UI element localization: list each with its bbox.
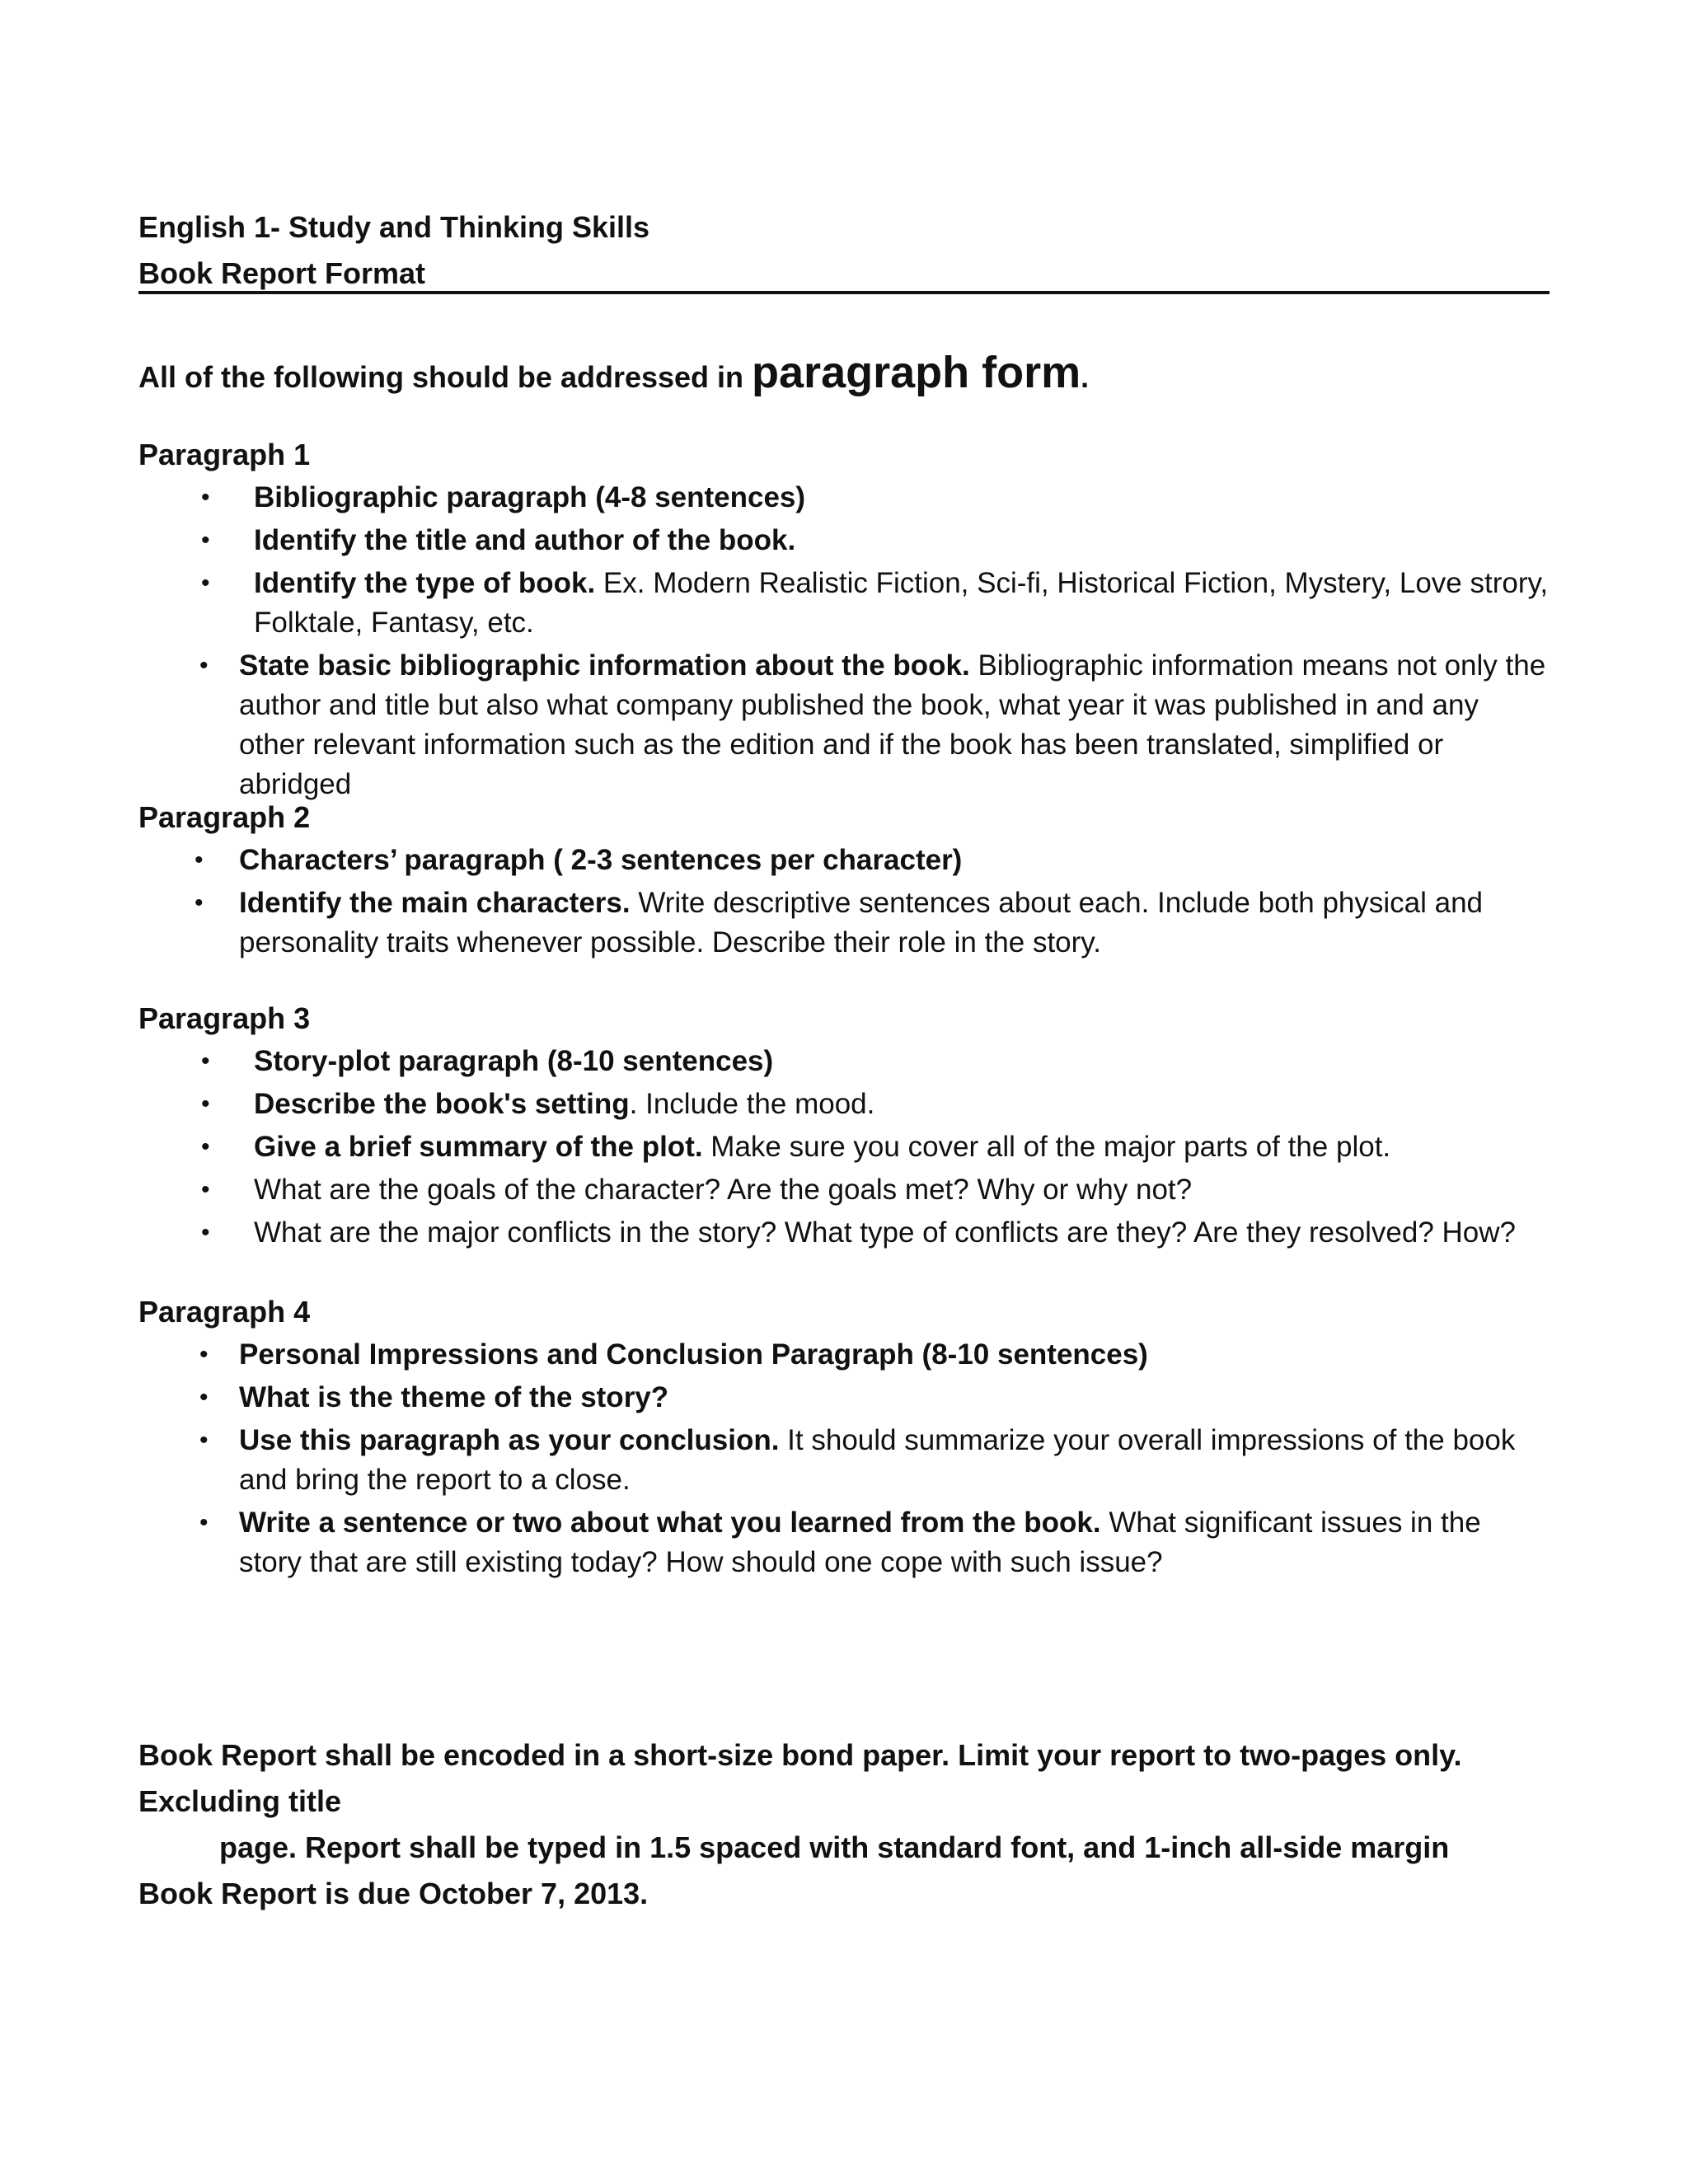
report-requirements-line-1: Book Report shall be encoded in a short-size bond paper. Limit your report to two-pages only. Excluding title — [138, 1738, 1462, 1818]
item-text: . Include the mood. — [629, 1088, 875, 1120]
list-item — [138, 1421, 1550, 1500]
header-divider — [138, 291, 1550, 294]
section-list — [138, 841, 1550, 963]
intro-emphasis: paragraph form — [752, 348, 1081, 397]
section-title: Paragraph 4 — [138, 1295, 311, 1329]
item-bold-text: Give a brief summary of the plot. — [254, 1131, 703, 1163]
bullet-icon: • — [201, 569, 210, 597]
section-title: Paragraph 2 — [138, 800, 311, 834]
list-item — [138, 646, 1550, 804]
list-item — [138, 1170, 1550, 1210]
item-text: Ex. Modern Realistic Fiction, Sci-fi, Historical Fiction, Mystery, Love strory, Folktale, Fantasy, etc. — [254, 567, 1549, 639]
bullet-icon: • — [199, 1427, 209, 1454]
section-list — [138, 1335, 1550, 1582]
item-text: What are the goals of the character? Are the goals met? Why or why not? — [254, 1174, 1193, 1206]
item-text: Bibliographic information means not only the author and title but also what company published the book, what year it was published in and any other relevant information such as the edition and if the book has been translated, simplified or abridged — [239, 649, 1546, 800]
item-bold-text: State basic bibliographic information about the book. — [239, 649, 970, 682]
section-list — [138, 1042, 1550, 1253]
bullet-icon: • — [195, 846, 204, 874]
list-item — [138, 841, 1550, 880]
report-requirements-line-2: page. Report shall be typed in 1.5 spaced with standard font, and 1-inch all-side margin — [219, 1830, 1450, 1864]
item-bold-text: Identify the title and author of the book. — [254, 524, 796, 556]
section-list — [138, 478, 1550, 804]
item-bold-text: Use this paragraph as your conclusion. — [239, 1424, 780, 1456]
section-title: Paragraph 3 — [138, 1001, 311, 1035]
section-paragraph-4 — [138, 1292, 1550, 1586]
section-title: Paragraph 1 — [138, 438, 311, 471]
bullet-icon: • — [199, 652, 209, 679]
item-bold-text: Characters’ paragraph ( 2-3 sentences per character) — [239, 844, 963, 876]
bullet-icon: • — [199, 1384, 209, 1411]
item-bold-text: Story-plot paragraph (8-10 sentences) — [254, 1045, 774, 1077]
item-text: What significant issues in the story that are still existing today? How should one cope with such issue? — [239, 1507, 1481, 1578]
bullet-icon: • — [195, 889, 204, 916]
list-item — [138, 1042, 1550, 1081]
list-item — [138, 1127, 1550, 1167]
list-item — [138, 521, 1550, 560]
item-bold-text: Identify the type of book. — [254, 567, 596, 599]
list-item — [138, 1378, 1550, 1418]
bullet-icon: • — [201, 1176, 210, 1203]
item-text: Write descriptive sentences about each. Include both physical and personality traits whenever possible. Describe their role in the story. — [239, 887, 1484, 958]
bullet-icon: • — [201, 1090, 210, 1118]
bullet-icon: • — [199, 1509, 209, 1536]
document-subtitle: Book Report Format — [138, 256, 426, 290]
document-footer — [138, 1732, 1550, 1917]
bullet-icon: • — [199, 1341, 209, 1368]
item-bold-text: Personal Impressions and Conclusion Paragraph (8-10 sentences) — [239, 1338, 1148, 1371]
bullet-icon: • — [201, 527, 210, 554]
item-bold-text: Write a sentence or two about what you learned from the book. — [239, 1507, 1101, 1539]
list-item — [138, 1213, 1550, 1253]
item-bold-text: What is the theme of the story? — [239, 1381, 669, 1413]
list-item — [138, 564, 1550, 643]
document-page — [138, 0, 1550, 2184]
intro-end: . — [1081, 360, 1090, 394]
item-text: It should summarize your overall impressions of the book and bring the report to a close. — [239, 1424, 1516, 1496]
list-item — [138, 1503, 1550, 1582]
section-paragraph-2 — [138, 798, 1550, 966]
bullet-icon: • — [201, 1047, 210, 1075]
bullet-icon: • — [201, 1219, 210, 1246]
list-item — [138, 478, 1550, 518]
item-bold-text: Bibliographic paragraph (4-8 sentences) — [254, 481, 806, 513]
section-paragraph-3 — [138, 999, 1550, 1256]
list-item — [138, 883, 1550, 963]
course-title: English 1- Study and Thinking Skills — [138, 210, 650, 244]
item-bold-text: Identify the main characters. — [239, 887, 631, 919]
intro-text: All of the following should be addressed in — [138, 360, 753, 394]
list-item — [138, 1335, 1550, 1375]
item-text: Make sure you cover all of the major parts of the plot. — [702, 1131, 1391, 1163]
due-date: Book Report is due October 7, 2013. — [138, 1877, 649, 1910]
section-paragraph-1 — [138, 435, 1550, 808]
bullet-icon: • — [201, 1133, 210, 1160]
item-text: What are the major conflicts in the story? What type of conflicts are they? Are they resolved? How? — [254, 1216, 1516, 1249]
list-item — [138, 1085, 1550, 1124]
intro-instruction — [138, 340, 1089, 405]
bullet-icon: • — [201, 484, 210, 511]
item-bold-text: Describe the book's setting — [254, 1088, 630, 1120]
document-header — [138, 204, 1550, 297]
